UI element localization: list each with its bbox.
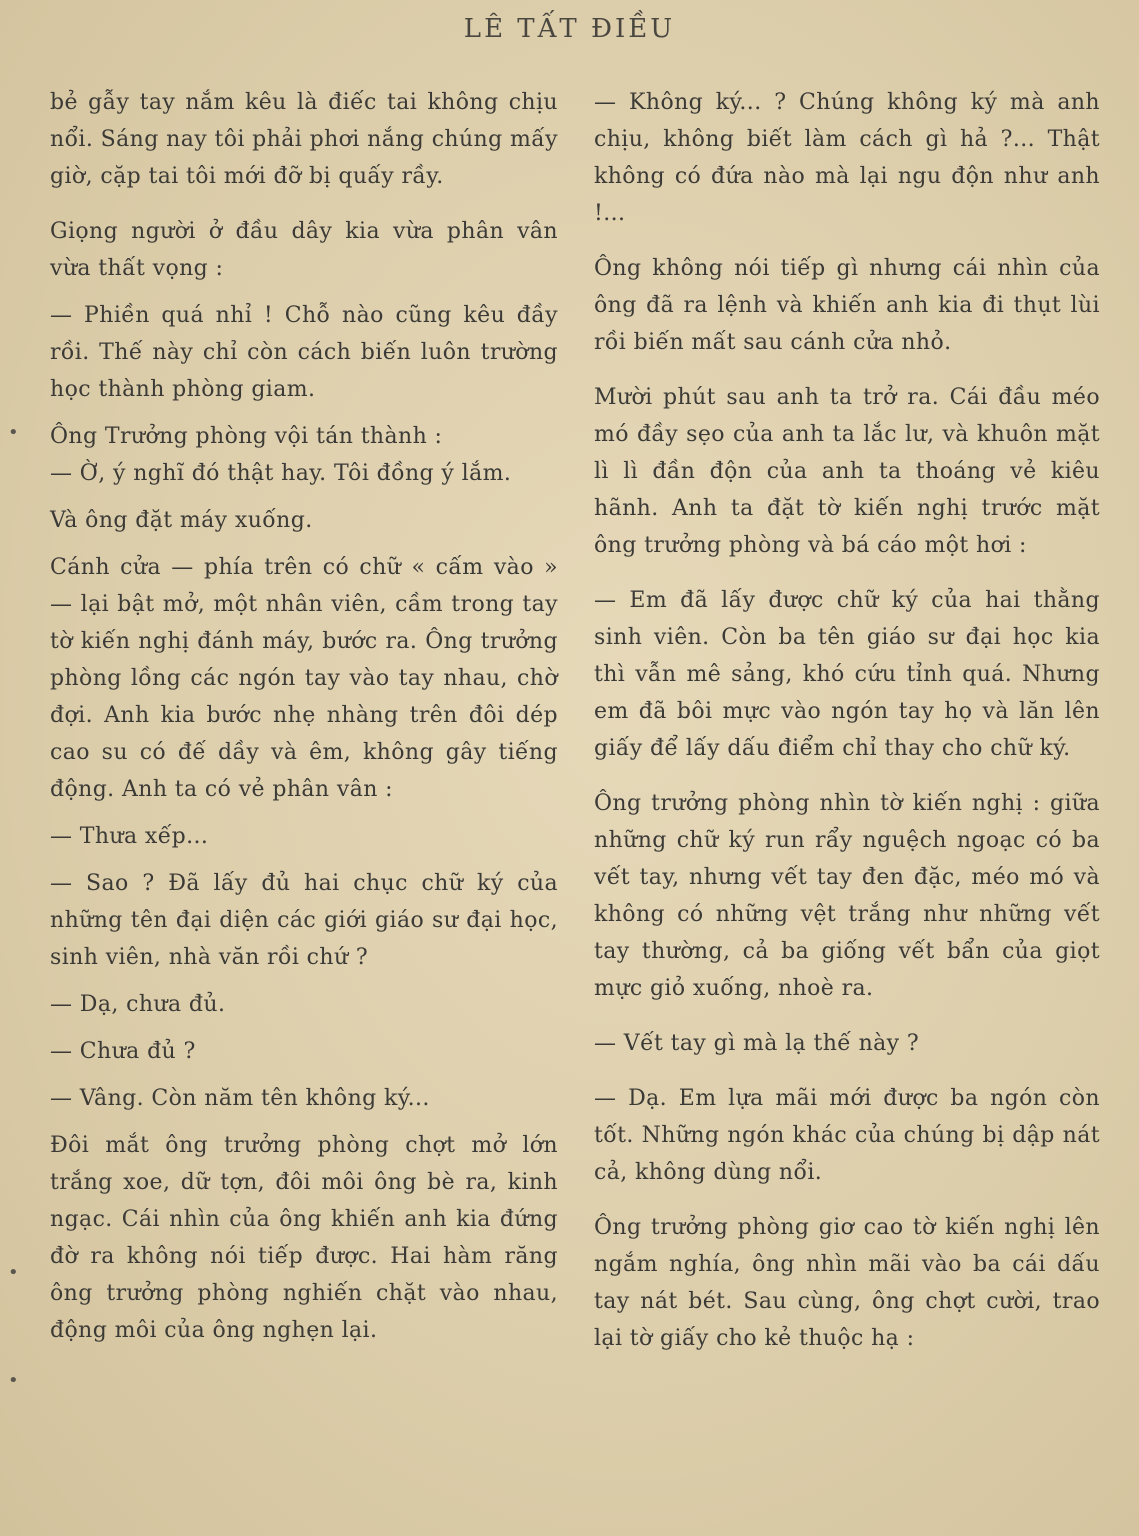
paragraph: Ông không nói tiếp gì nhưng cái nhìn của ông đã ra lệnh và khiến anh kia đi thụt lùi rồi biến mất sau cánh cửa nhỏ. — [594, 256, 1100, 355]
paragraph: — Thưa xếp... — [50, 824, 209, 849]
paragraph: — Chưa đủ ? — [50, 1039, 196, 1064]
running-header: LÊ TẤT ĐIỀU — [463, 14, 676, 44]
paragraph: — Dạ, chưa đủ. — [50, 992, 226, 1017]
paragraph: Đôi mắt ông trưởng phòng chợt mở lớn trắng xoe, dữ tợn, đôi môi ông bè ra, kinh ngạc. Cái nhìn của ông khiến anh kia đứng đờ ra không nói tiếp được. Hai hàm răng ông trưởng phòng nghiến chặt vào nhau, động môi của ông nghẹn lại. — [50, 1133, 558, 1343]
paragraph: bẻ gẫy tay nắm kêu là điếc tai không chịu nổi. Sáng nay tôi phải phơi nắng chúng mấy giờ, cặp tai tôi mới đỡ bị quấy rầy. — [50, 90, 558, 189]
paragraph: — Em đã lấy được chữ ký của hai thằng sinh viên. Còn ba tên giáo sư đại học kia thì vẫn mê sảng, khó cứu tỉnh quá. Nhưng em đã bôi mực vào ngón tay họ và lăn lên giấy để lấy dấu điểm chỉ thay cho chữ ký. — [594, 588, 1100, 761]
paragraph: Ông Trưởng phòng vội tán thành : — [50, 424, 443, 449]
paragraph: Giọng người ở đầu dây kia vừa phân vân vừa thất vọng : — [50, 219, 558, 281]
paragraph: — Sao ? Đã lấy đủ hai chục chữ ký của những tên đại diện các giới giáo sư đại học, sinh viên, nhà văn rồi chứ ? — [50, 871, 558, 970]
paragraph: — Vâng. Còn năm tên không ký... — [50, 1086, 430, 1111]
paragraph: — Không ký... ? Chúng không ký mà anh chịu, không biết làm cách gì hả ?... Thật không có đứa nào mà lại ngu độn như anh !... — [594, 90, 1100, 226]
margin-dot: • — [8, 1262, 19, 1283]
paragraph: — Vết tay gì mà lạ thế này ? — [594, 1031, 920, 1056]
margin-dot: • — [8, 1370, 19, 1391]
left-column — [50, 84, 558, 1349]
margin-dot: • — [8, 422, 19, 443]
paragraph: — Phiền quá nhỉ ! Chỗ nào cũng kêu đầy rồi. Thế này chỉ còn cách biến luôn trường học thành phòng giam. — [50, 303, 558, 402]
paragraph: Mười phút sau anh ta trở ra. Cái đầu méo mó đầy sẹo của anh ta lắc lư, và khuôn mặt lì lì đần độn của anh ta thoáng vẻ kiêu hãnh. Anh ta đặt tờ kiến nghị trước mặt ông trưởng phòng và bá cáo một hơi : — [594, 385, 1100, 558]
paragraph: Ông trưởng phòng nhìn tờ kiến nghị : giữa những chữ ký run rẩy nguệch ngoạc có ba vết tay, nhưng vết tay đen đặc, méo mó và không có những vệt trắng như những vết tay thường, cả ba giống vết bẩn của giọt mực giỏ xuống, nhoè ra. — [594, 791, 1100, 1001]
paragraph: Cánh cửa — phía trên có chữ « cấm vào » — lại bật mở, một nhân viên, cầm trong tay tờ kiến nghị đánh máy, bước ra. Ông trưởng phòng lồng các ngón tay vào tay nhau, chờ đợi. Anh kia bước nhẹ nhàng trên đôi dép cao su có đế dầy và êm, không gây tiếng động. Anh ta có vẻ phân vân : — [50, 555, 558, 802]
right-column — [594, 84, 1100, 1357]
paragraph: Ông trưởng phòng giơ cao tờ kiến nghị lên ngắm nghía, ông nhìn mãi vào ba cái dấu tay nát bét. Sau cùng, ông chợt cười, trao lại tờ giấy cho kẻ thuộc hạ : — [594, 1215, 1100, 1351]
paragraph: Và ông đặt máy xuống. — [50, 508, 313, 533]
paragraph: — Dạ. Em lựa mãi mới được ba ngón còn tốt. Những ngón khác của chúng bị dập nát cả, không dùng nổi. — [594, 1086, 1100, 1185]
paragraph: — Ờ, ý nghĩ đó thật hay. Tôi đồng ý lắm. — [50, 461, 512, 486]
